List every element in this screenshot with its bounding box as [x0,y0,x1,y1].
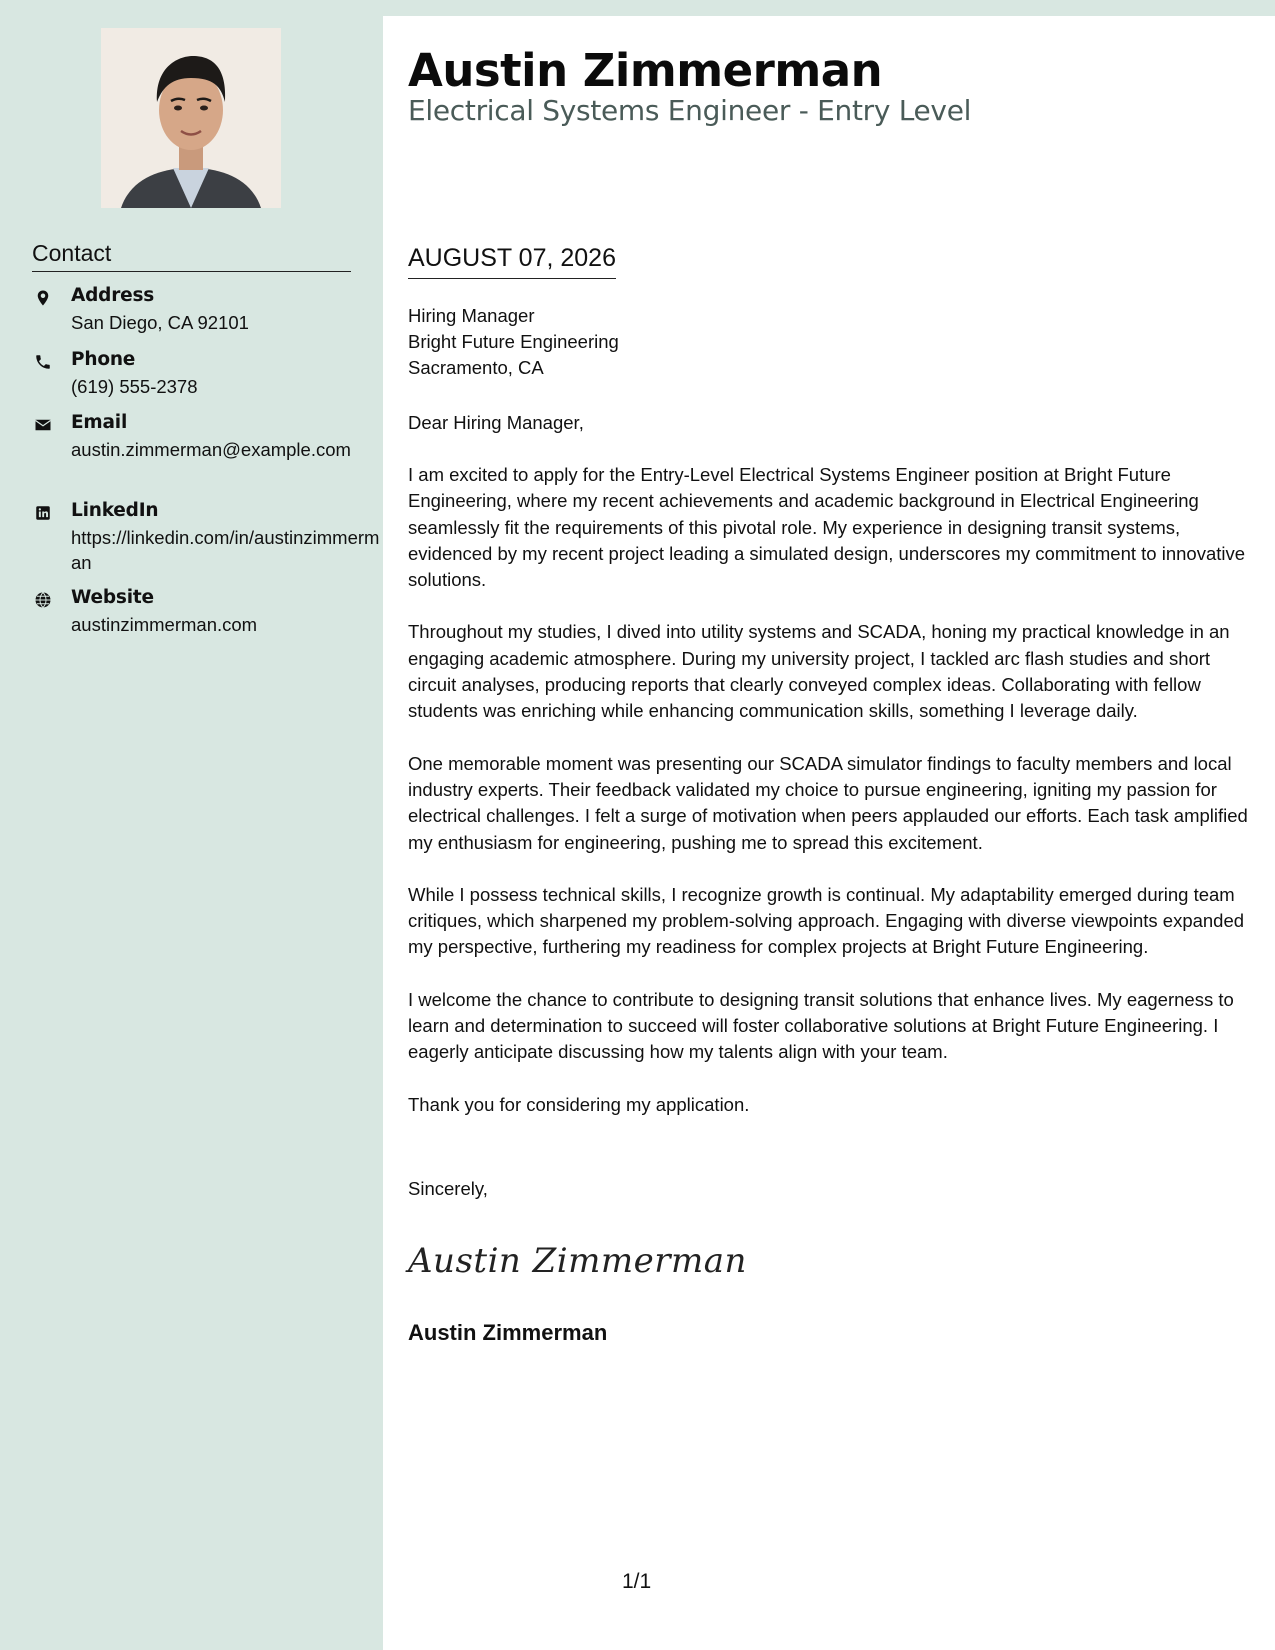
signature-text: Austin Zimmerman [408,1241,747,1281]
body-paragraph: I welcome the chance to contribute to designing transit solutions that enhance lives. My eagerness to learn and determination to succeed will foster collaborative solutions at Bright Future Engineering. I eagerly anticipate discussing how my talents align with your team. [408,988,1234,1063]
body-paragraph: While I possess technical skills, I recognize growth is continual. My adaptability emerged during team critiques, which sharpened my problem-solving approach. Engaging with diverse viewpoints expanded my perspective, furthering my readiness for complex projects at Bright Future Engineering. [408,883,1245,958]
recipient-block [408,303,619,381]
contact-label: Website [71,587,154,608]
contact-heading: Contact [32,240,351,272]
salutation: Dear Hiring Manager, [408,412,584,433]
recipient-line: Sacramento, CA [408,357,544,378]
handwritten-signature [406,1236,747,1286]
profile-photo [101,28,281,208]
contact-label: Email [71,412,128,433]
letter-date: AUGUST 07, 2026 [408,244,616,279]
contact-label: Phone [71,349,136,370]
contact-value[interactable]: austinzimmerman.com [71,614,258,635]
contact-label: LinkedIn [71,500,159,521]
body-paragraph: Throughout my studies, I dived into utility systems and SCADA, honing my practical knowledge in an engaging academic atmosphere. During my university project, I tackled arc flash studies and short circuit analyses, producing reports that clearly conveyed complex ideas. Collaborating with fellow students was enriching while enhancing communication skills, something I leverage daily. [408,621,1230,722]
page-number: 1/1 [622,1570,652,1593]
linkedin-icon [32,502,54,524]
closing: Sincerely, [408,1178,488,1199]
recipient-line: Hiring Manager [408,305,535,326]
applicant-name: Austin Zimmerman [408,44,883,97]
contact-value[interactable]: austin.zimmerman@example.com [71,439,351,460]
letter-body [408,462,1250,1144]
contact-value[interactable]: https://linkedin.com/in/austinzimmerman [71,527,380,573]
body-paragraph: Thank you for considering my application. [408,1093,750,1115]
body-paragraph: One memorable moment was presenting our SCADA simulator findings to faculty members and local industry experts. Their feedback validated my choice to pursue engineering, igniting my passion for electrical challenges. I felt a surge of motivation when peers applauded our efforts. Each task amplified my enthusiasm for engineering, pushing me to spread this excitement. [408,752,1248,853]
map-pin-icon [32,287,54,309]
contact-value: San Diego, CA 92101 [71,312,249,333]
body-paragraph: I am excited to apply for the Entry-Level Electrical Systems Engineer position at Bright Future Engineering, where my recent achievements and academic background in Electrical Engineering seamlessly fit the requirements of this pivotal role. My experience in designing transit systems, evidenced by my recent project leading a simulated design, underscores my commitment to innovative solutions. [408,464,1246,591]
recipient-line: Bright Future Engineering [408,331,619,352]
avatar [101,28,281,208]
phone-icon [32,351,54,373]
applicant-title: Electrical Systems Engineer - Entry Level [408,94,972,127]
contact-label: Address [71,285,155,306]
globe-icon [32,589,54,611]
envelope-icon [32,414,54,436]
sidebar [0,0,383,1650]
contact-value: (619) 555-2378 [71,376,198,397]
signature-name: Austin Zimmerman [408,1320,608,1345]
